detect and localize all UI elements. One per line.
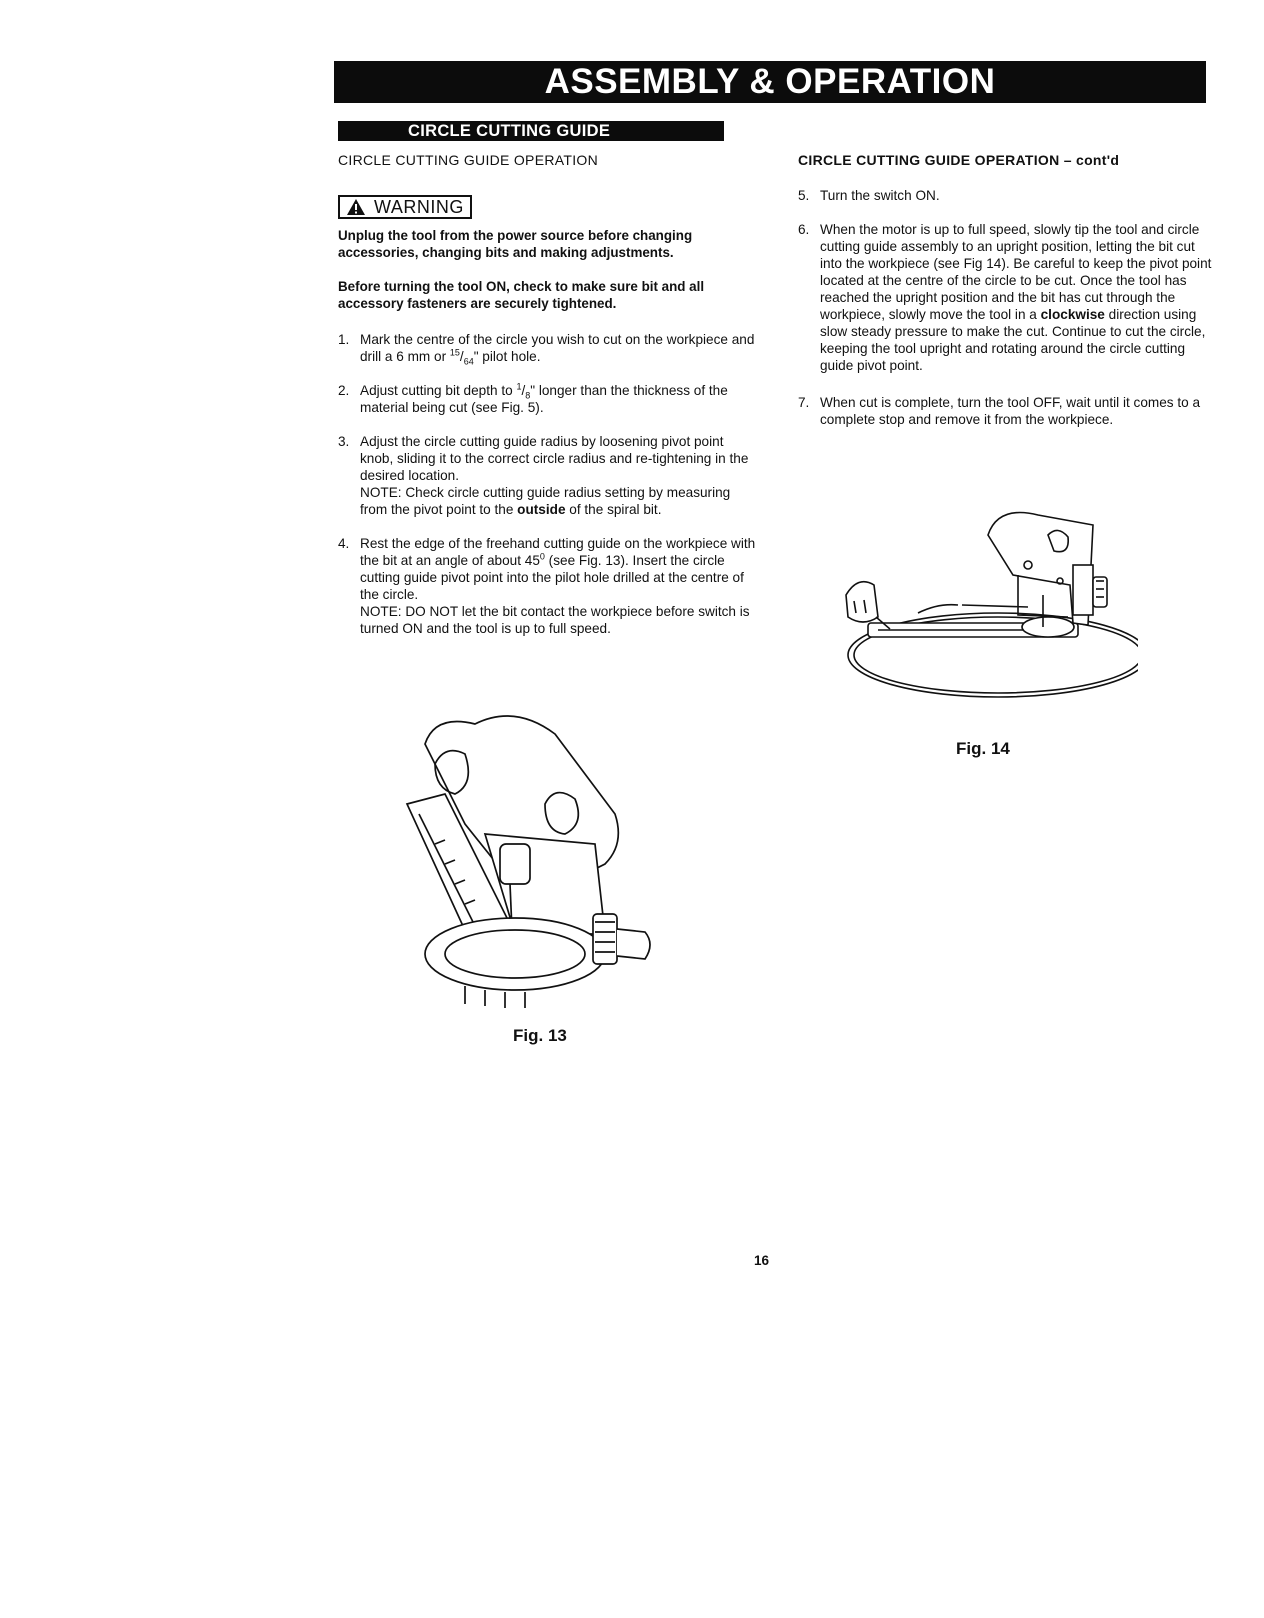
step-note: of the spiral bit.: [565, 502, 662, 517]
section-title: CIRCLE CUTTING GUIDE: [338, 121, 724, 141]
warning-triangle-icon: [346, 198, 366, 216]
left-column: [338, 152, 758, 637]
step-text: direction using slow steady pressure to make the cut. Continue to cut the circle, keeping the tool upright and rotating around the circle cutting guide pivot point.: [820, 307, 1206, 373]
right-subhead: CIRCLE CUTTING GUIDE OPERATION – cont'd: [798, 152, 1120, 168]
warning-text: WARNING: [374, 196, 464, 217]
step-text: Adjust cutting bit depth to: [360, 383, 517, 398]
step-note: NOTE: Check circle cutting guide radius setting by measuring from the pivot point to the: [360, 485, 731, 517]
step-1: 1. Mark the centre of the circle you wish to cut on the workpiece and drill a 6 mm or $^{15}/_{64}$" pilot hole.: [338, 332, 755, 367]
step-7: [798, 394, 1218, 428]
right-steps: [798, 187, 1218, 428]
step-4: [338, 535, 758, 637]
step-text: (see Fig. 13). Insert the circle cutting guide pivot point into the pilot hole drilled at the centre of the circle.: [360, 553, 744, 602]
step-text: Rest the edge of the freehand cutting guide on the workpiece with the bit at an angle of about 45: [360, 536, 756, 568]
step-text: Adjust the circle cutting guide radius by loosening pivot point knob, sliding it to the correct circle radius and re-tightening in the desired location.: [360, 434, 749, 483]
fig-14-caption: Fig. 14: [956, 739, 1010, 758]
fraction-numerator: 1: [516, 381, 522, 392]
warning-label: [338, 195, 472, 219]
step-5: [798, 187, 1218, 204]
step-number: 3.: [338, 434, 350, 449]
warning-unplug: Unplug the tool from the power source before changing accessories, changing bits and making adjustments.: [338, 228, 693, 260]
step-number: 2.: [338, 383, 350, 398]
step-number: 7.: [798, 395, 810, 410]
fraction-denominator: 64: [463, 356, 474, 367]
step-text: " longer than the thickness of the material being cut (see Fig. 5).: [360, 383, 728, 415]
left-subhead: CIRCLE CUTTING GUIDE OPERATION: [338, 152, 598, 168]
step-note-emphasis: outside: [517, 502, 566, 517]
fig-13-illustration: [405, 704, 665, 1014]
step-number: 5.: [798, 188, 810, 203]
step-number: 4.: [338, 536, 350, 551]
step-text: Turn the switch ON.: [820, 188, 940, 203]
right-column: [798, 152, 1218, 428]
step-text: Mark the centre of the circle you wish to cut on the workpiece and drill a 6 mm or: [360, 332, 755, 364]
step-text: When cut is complete, turn the tool OFF, wait until it comes to a complete stop and remove it from the workpiece.: [820, 395, 1201, 427]
step-text: " pilot hole.: [473, 349, 541, 364]
fig-14-illustration: [838, 505, 1138, 705]
step-number: 1.: [338, 332, 350, 347]
fig-13-caption: Fig. 13: [513, 1026, 567, 1045]
page-header: ASSEMBLY & OPERATION: [334, 61, 1206, 103]
left-steps: [338, 331, 758, 637]
step-emphasis: clockwise: [1040, 307, 1105, 322]
page-number: 16: [754, 1253, 770, 1268]
step-3: [338, 433, 758, 518]
warning-fasteners: Before turning the tool ON, check to make sure bit and all accessory fasteners are securely tightened.: [338, 279, 705, 311]
step-6: [798, 221, 1218, 374]
fraction-numerator: 15: [449, 347, 460, 358]
step-number: 6.: [798, 222, 810, 237]
step-text: When the motor is up to full speed, slowly tip the tool and circle cutting guide assembly to an upright position, letting the bit cut into the workpiece (see Fig 14). Be careful to keep the pivot point located at the centre of the circle to be cut. Once the tool has reached the upright position and the bit has cut through the workpiece, slowly move the tool in a: [820, 222, 1212, 322]
degree-symbol: 0: [539, 551, 545, 562]
step-2: 2. Adjust cutting bit depth to $^1/_8$" longer than the thickness of the material being cut (see Fig. 5).: [338, 381, 728, 415]
fraction-denominator: 8: [525, 390, 531, 401]
step-note: NOTE: DO NOT let the bit contact the workpiece before switch is turned ON and the tool is up to full speed.: [360, 604, 750, 636]
